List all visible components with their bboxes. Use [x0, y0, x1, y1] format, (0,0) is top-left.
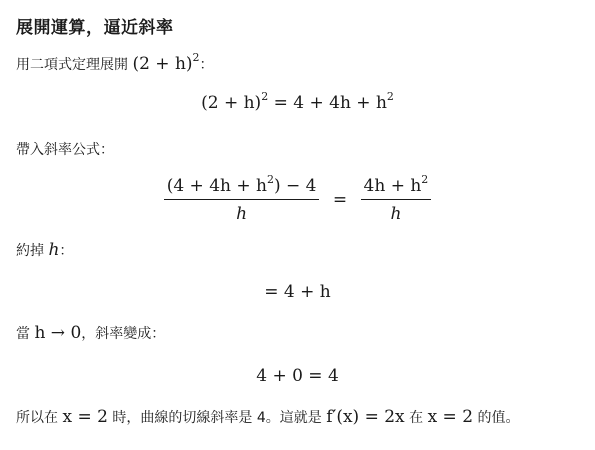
intro-colon: ： [199, 57, 214, 73]
fraction-left-denominator: h [236, 204, 248, 224]
fraction-right-num-exp: 2 [421, 173, 429, 186]
fraction-right-numerator [361, 173, 432, 200]
expansion-rhs: = 4 + 4h + h [273, 93, 387, 113]
expansion-lhs: (2 + h) [201, 93, 262, 113]
slope-fraction-right [361, 173, 432, 224]
conclusion-part2: 時，曲線的切線斜率是 4。這就是 [112, 410, 322, 426]
cancel-text: 約掉 [16, 243, 44, 259]
simplified-equation: = 4 + h [264, 282, 331, 302]
intro-expr-exponent: 2 [192, 51, 200, 64]
fraction-left-num-b: ) − 4 [273, 176, 317, 196]
intro-paragraph [16, 51, 214, 74]
fraction-left-num-a: (4 + 4h + h [166, 176, 267, 196]
conclusion-part1: 所以在 [16, 410, 58, 426]
limit-prefix: 當 [16, 326, 30, 342]
intro-expression [132, 51, 200, 74]
expansion-rhs-exponent: 2 [386, 90, 394, 103]
slope-fraction-left [164, 173, 320, 224]
cancel-colon: ： [59, 243, 74, 259]
conclusion-expr1: x = 2 [62, 407, 108, 427]
limit-result-equation: 4 + 0 = 4 [256, 366, 339, 386]
limit-suffix: ，斜率變成： [81, 326, 166, 342]
fraction-equals: = [332, 190, 348, 210]
intro-text: 用二項式定理展開 [16, 57, 128, 73]
conclusion-expr2: f′(x) = 2x [326, 407, 405, 427]
expansion-lhs-exponent: 2 [261, 90, 269, 103]
limit-paragraph [16, 323, 165, 343]
cancel-variable: h [48, 240, 60, 260]
fraction-right-denominator: h [390, 204, 402, 224]
fraction-left-num-exp: 2 [266, 173, 274, 186]
conclusion-part4: 的值。 [477, 410, 520, 426]
section-title: 展開運算，逼近斜率 [16, 18, 174, 38]
conclusion-paragraph [16, 407, 519, 427]
conclusion-part3: 在 [409, 410, 424, 426]
expansion-equation [0, 90, 595, 113]
slope-formula-label: 帶入斜率公式： [16, 142, 114, 158]
fraction-right-num-a: 4h + h [363, 176, 422, 196]
cancel-paragraph [16, 240, 73, 260]
limit-expression: h → 0 [34, 323, 82, 343]
slope-fraction-equation [0, 173, 595, 224]
conclusion-expr3: x = 2 [427, 407, 474, 427]
fraction-left-numerator [164, 173, 320, 200]
intro-expr-base: (2 + h) [132, 54, 193, 74]
